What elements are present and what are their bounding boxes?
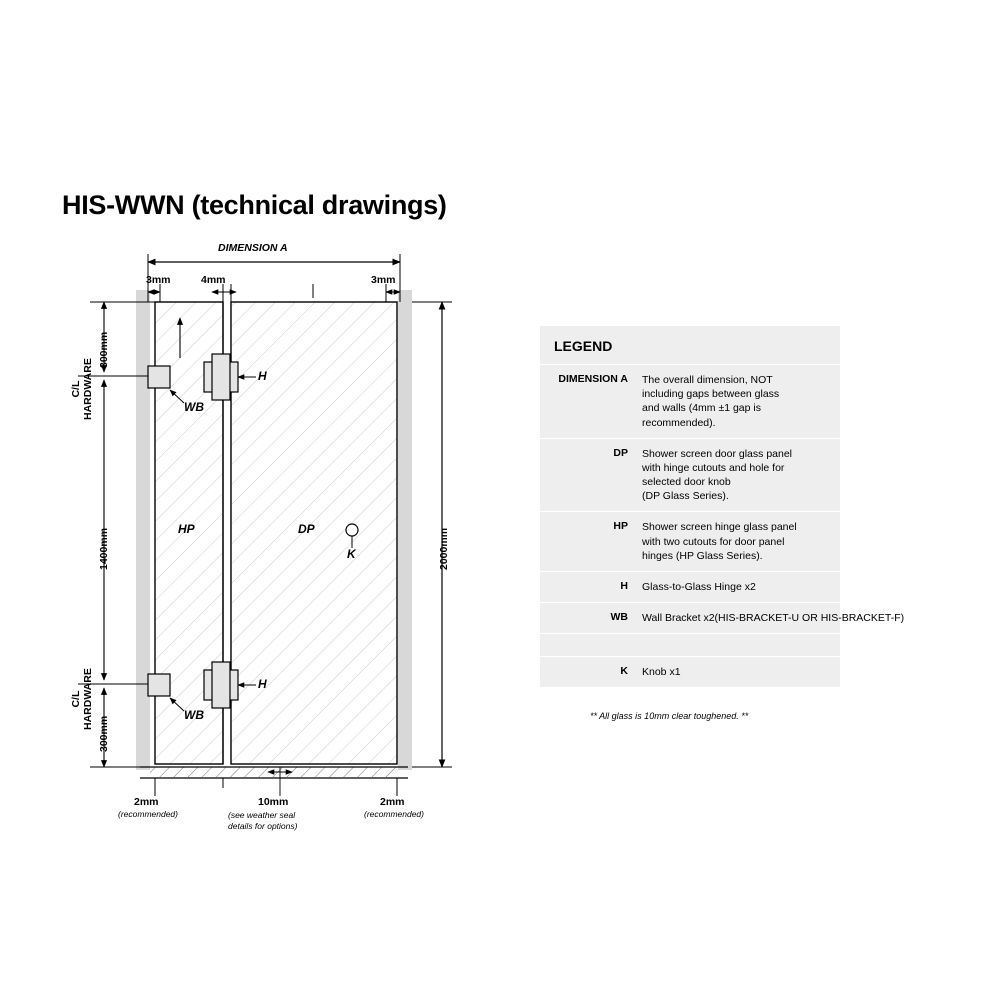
wall-bracket-bottom-label: WB — [184, 708, 204, 722]
legend-key: K — [620, 665, 628, 678]
gap-left-label: 3mm — [146, 274, 171, 286]
drawing-svg — [60, 240, 480, 840]
floor-gap-right-note: (recommended) — [364, 809, 424, 819]
legend-row-dp — [540, 439, 840, 513]
legend-desc — [636, 634, 648, 656]
floor-gap-center-label: 10mm — [258, 796, 289, 808]
legend-key — [540, 634, 636, 656]
legend-desc: Shower screen hinge glass panel with two cutouts for door panel hinges (HP Glass Series). — [642, 521, 797, 562]
legend-key: H — [620, 579, 628, 592]
dimension-a-label: DIMENSION A — [218, 242, 288, 254]
legend-desc: Wall Bracket x2(HIS-BRACKET-U OR HIS-BRACKET-F) — [642, 612, 905, 625]
legend-panel — [540, 326, 905, 688]
legend-title: LEGEND — [540, 326, 840, 365]
dim-top-label: 300mm — [98, 331, 110, 368]
gap-right-label: 3mm — [371, 274, 396, 286]
legend-row-hp — [540, 512, 840, 572]
floor-gap-center-note: (see weather seal details for options) — [228, 810, 298, 831]
legend-key: HP — [613, 520, 628, 533]
panel-dp-label: DP — [298, 522, 315, 536]
legend-desc: Glass-to-Glass Hinge x2 — [642, 580, 756, 593]
legend-row-dimension-a — [540, 365, 840, 439]
legend-row-h — [540, 572, 840, 603]
legend-row-wb — [540, 603, 905, 634]
overall-height-label: 2000mm — [438, 527, 450, 570]
dim-bottom-label: 300mm — [98, 715, 110, 752]
panel-hp-label: HP — [178, 522, 195, 536]
legend-key: DP — [613, 446, 628, 459]
legend-key: WB — [610, 611, 628, 624]
legend-desc: The overall dimension, NOT including gaps between glass and walls (4mm ±1 gap is recommended). — [642, 374, 780, 429]
legend-row-spacer — [540, 634, 840, 657]
page-title: HIS-WWN (technical drawings) — [62, 190, 447, 220]
gap-mid-label: 4mm — [201, 274, 226, 286]
floor-gap-left-label: 2mm — [134, 796, 159, 808]
legend-desc: Knob x1 — [642, 666, 681, 679]
legend-row-k — [540, 657, 840, 688]
technical-drawing — [60, 240, 480, 840]
legend-desc: Shower screen door glass panel with hinge cutouts and hole for selected door knob (DP Glass Series). — [642, 447, 793, 503]
legend-key: DIMENSION A — [558, 373, 628, 385]
hinge-top-label: H — [258, 369, 267, 383]
floor-gap-left-note: (recommended) — [118, 809, 178, 819]
legend-footnote: ** All glass is 10mm clear toughened. ** — [590, 711, 749, 721]
dim-middle-label: 1400mm — [98, 527, 110, 570]
cl-hardware-top-label: C/L HARDWARE — [70, 358, 95, 420]
knob-label: K — [347, 547, 356, 561]
hinge-bottom-label: H — [258, 677, 267, 691]
wall-bracket-top-label: WB — [184, 400, 204, 414]
floor-gap-right-label: 2mm — [380, 796, 405, 808]
cl-hardware-bottom-label: C/L HARDWARE — [70, 668, 95, 730]
